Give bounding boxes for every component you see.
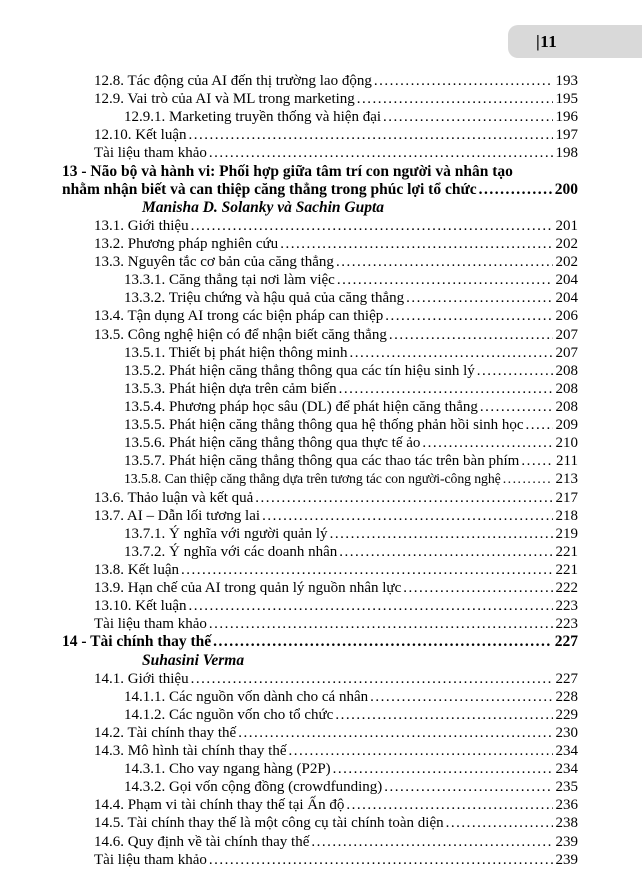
dot-leader	[446, 814, 553, 832]
dot-leader	[209, 144, 553, 162]
toc-entry[interactable]	[62, 670, 578, 688]
dot-leader	[335, 706, 552, 724]
toc-entry-label: 13.5.1. Thiết bị phát hiện thông minh	[124, 344, 348, 361]
dot-leader	[337, 271, 553, 289]
dot-leader	[181, 561, 553, 579]
dot-leader	[238, 724, 552, 742]
toc-entry-label: 13.7.1. Ý nghĩa với người quản lý	[124, 525, 328, 542]
dot-leader	[349, 344, 552, 362]
toc-entry-label: 14.5. Tài chính thay thế là một công cụ tài chính toàn diện	[94, 815, 444, 832]
toc-entry[interactable]	[62, 398, 578, 416]
dot-leader	[209, 851, 553, 869]
toc-entry-label: 12.8. Tác động của AI đến thị trường lao động	[94, 73, 372, 89]
toc-entry[interactable]	[62, 163, 578, 181]
toc-entry-label: 14 - Tài chính thay thế	[62, 633, 212, 651]
toc-entry-page: 196	[555, 109, 578, 126]
toc-entry[interactable]	[62, 561, 578, 579]
toc-entry[interactable]	[62, 652, 578, 670]
dot-leader	[383, 108, 552, 126]
toc-entry[interactable]	[62, 615, 578, 633]
toc-entry-label: Tài liệu tham khảo	[94, 616, 207, 633]
toc-entry-page: 201	[555, 217, 578, 234]
toc-entry-label: 13.2. Phương pháp nghiên cứu	[94, 235, 279, 252]
toc-entry-label: 13 - Não bộ và hành vi: Phối hợp giữa tâm trí con người và nhân tạo	[62, 162, 513, 180]
toc-entry[interactable]	[62, 380, 578, 398]
toc-entry[interactable]	[62, 470, 578, 488]
toc-entry[interactable]	[62, 434, 578, 452]
toc-entry-page: 204	[555, 290, 578, 307]
dot-leader	[406, 289, 552, 307]
toc-entry-page: 228	[555, 688, 578, 705]
toc-entry[interactable]	[62, 199, 578, 217]
toc-entry[interactable]	[62, 253, 578, 271]
toc-entry-label: 13.5.7. Phát hiện căng thẳng thông qua các thao tác trên bàn phím	[124, 453, 520, 470]
toc-entry-label: 13.10. Kết luận	[94, 598, 187, 615]
toc-entry[interactable]	[62, 851, 578, 869]
toc-entry-label: 13.5.8. Can thiệp căng thẳng dựa trên tương tác con người-công nghệ	[124, 471, 501, 487]
toc-entry-label: 13.4. Tận dụng AI trong các biện pháp can thiệp	[94, 308, 384, 325]
toc-entry[interactable]	[62, 778, 578, 796]
toc-entry-label: 14.1.2. Các nguồn vốn cho tổ chức	[124, 706, 334, 723]
dot-leader	[374, 72, 553, 90]
toc-entry[interactable]	[62, 760, 578, 778]
toc-entry[interactable]	[62, 344, 578, 362]
toc-entry-label: 14.1.1. Các nguồn vốn dành cho cá nhân	[124, 688, 369, 705]
toc-entry[interactable]	[62, 362, 578, 380]
toc-entry[interactable]	[62, 742, 578, 760]
dot-leader	[389, 326, 553, 344]
toc-entry-label: 14.6. Quy định về tài chính thay thế	[94, 833, 310, 850]
toc-entry[interactable]	[62, 72, 578, 90]
toc-entry-page: 234	[555, 743, 578, 760]
toc-entry-page: 202	[555, 254, 578, 271]
dot-leader	[479, 181, 552, 199]
toc-entry-page: 221	[555, 543, 578, 560]
toc-entry-page: 207	[555, 344, 578, 361]
toc-entry-page: 223	[555, 598, 578, 615]
toc-entry-page: 195	[555, 91, 578, 108]
toc-entry-label: 14.3.1. Cho vay ngang hàng (P2P)	[124, 761, 331, 778]
toc-entry-page: 204	[555, 272, 578, 289]
toc-entry-page: 239	[555, 833, 578, 850]
dot-leader	[191, 217, 553, 235]
dot-leader	[339, 380, 553, 398]
toc-entry[interactable]	[62, 144, 578, 162]
toc-entry-label: Manisha D. Solanky và Sachin Gupta	[142, 198, 385, 216]
dot-leader	[503, 470, 553, 488]
toc-entry-label: Tài liệu tham khảo	[94, 145, 207, 162]
table-of-contents	[62, 72, 578, 869]
page-number-badge	[508, 25, 642, 58]
toc-entry[interactable]	[62, 489, 578, 507]
toc-entry-page: 208	[555, 398, 578, 415]
toc-entry[interactable]	[62, 688, 578, 706]
page-number-label: |11	[536, 31, 558, 51]
toc-entry-label: 13.6. Thảo luận và kết quả	[94, 489, 254, 506]
toc-entry-page: 211	[556, 453, 578, 470]
toc-entry-label: 13.1. Giới thiệu	[94, 217, 189, 234]
dot-leader	[477, 362, 553, 380]
toc-entry-label: 13.5.6. Phát hiện căng thẳng thông qua thực tế ảo	[124, 435, 421, 452]
toc-entry[interactable]	[62, 706, 578, 724]
toc-entry[interactable]	[62, 217, 578, 235]
toc-entry-page: 227	[555, 670, 578, 687]
toc-entry-page: 217	[555, 489, 578, 506]
toc-entry-page: 235	[555, 779, 578, 796]
toc-entry[interactable]	[62, 126, 578, 144]
toc-entry-page: 219	[555, 525, 578, 542]
toc-entry-label: 14.3. Mô hình tài chính thay thế	[94, 743, 287, 760]
toc-entry-label: nhằm nhận biết và can thiệp căng thẳng trong phúc lợi tổ chức	[62, 180, 477, 198]
toc-entry-page: 239	[555, 851, 578, 868]
toc-entry-label: 14.1. Giới thiệu	[94, 670, 189, 687]
toc-entry-label: 13.5.2. Phát hiện căng thẳng thông qua các tín hiệu sinh lý	[124, 362, 475, 379]
toc-entry-label: 13.7. AI – Dẫn lối tương lai	[94, 507, 261, 524]
toc-entry-page: 213	[555, 471, 578, 488]
toc-entry-page: 207	[555, 326, 578, 343]
toc-entry-label: Tài liệu tham khảo	[94, 851, 207, 868]
toc-entry-page: 208	[555, 362, 578, 379]
toc-entry[interactable]	[62, 289, 578, 307]
dot-leader	[213, 633, 552, 651]
toc-entry-label: 13.5.5. Phát hiện căng thẳng thông qua hệ thống phản hồi sinh học	[124, 417, 524, 434]
toc-entry[interactable]	[62, 235, 578, 253]
dot-leader	[521, 452, 553, 470]
toc-entry-page: 223	[555, 616, 578, 633]
dot-leader	[188, 126, 552, 144]
toc-entry-page: 234	[555, 761, 578, 778]
toc-entry-label: 14.2. Tài chính thay thế	[94, 724, 237, 741]
dot-leader	[526, 416, 553, 434]
toc-entry-label: 12.9.1. Marketing truyền thống và hiện đại	[124, 109, 382, 126]
dot-leader	[333, 760, 553, 778]
dot-leader	[311, 833, 552, 851]
dot-leader	[188, 597, 552, 615]
toc-entry-label: 13.5. Công nghệ hiện có để nhận biết căng thẳng	[94, 326, 387, 343]
toc-entry-page: 238	[555, 815, 578, 832]
toc-entry-label: Suhasini Verma	[142, 651, 245, 669]
toc-entry[interactable]	[62, 543, 578, 561]
dot-leader	[336, 253, 553, 271]
dot-leader	[280, 235, 552, 253]
toc-entry-label: 13.7.2. Ý nghĩa với các doanh nhân	[124, 543, 338, 560]
toc-entry[interactable]	[62, 90, 578, 108]
toc-entry-page: 200	[554, 180, 578, 198]
toc-entry[interactable]	[62, 271, 578, 289]
dot-leader	[480, 398, 553, 416]
toc-entry[interactable]	[62, 525, 578, 543]
toc-entry-page: 202	[555, 235, 578, 252]
dot-leader	[403, 579, 552, 597]
toc-entry[interactable]	[62, 181, 578, 199]
dot-leader	[255, 489, 552, 507]
toc-entry-label: 13.3.1. Căng thẳng tại nơi làm việc	[124, 272, 335, 289]
toc-entry[interactable]	[62, 833, 578, 851]
toc-entry[interactable]	[62, 326, 578, 344]
toc-entry[interactable]	[62, 597, 578, 615]
toc-entry[interactable]	[62, 416, 578, 434]
dot-leader	[370, 688, 552, 706]
toc-entry-label: 13.5.3. Phát hiện dựa trên cảm biến	[124, 380, 337, 397]
toc-entry-page: 206	[555, 308, 578, 325]
toc-entry-label: 13.3.2. Triệu chứng và hậu quả của căng thẳng	[124, 290, 405, 307]
toc-entry-page: 222	[555, 580, 578, 597]
dot-leader	[339, 543, 552, 561]
toc-entry[interactable]	[62, 814, 578, 832]
toc-entry[interactable]	[62, 452, 578, 470]
toc-entry-label: 13.8. Kết luận	[94, 561, 179, 578]
toc-entry-page: 227	[554, 633, 578, 651]
dot-leader	[422, 434, 552, 452]
toc-entry-page: 198	[555, 145, 578, 162]
toc-entry-label: 14.3.2. Gọi vốn cộng đồng (crowdfunding)	[124, 779, 383, 796]
dot-leader	[330, 525, 553, 543]
toc-entry-label: 13.5.4. Phương pháp học sâu (DL) để phát hiện căng thẳng	[124, 398, 478, 415]
dot-leader	[209, 615, 553, 633]
toc-entry-page: 236	[555, 797, 578, 814]
toc-entry[interactable]	[62, 579, 578, 597]
toc-entry[interactable]	[62, 633, 578, 651]
toc-entry-page: 230	[555, 724, 578, 741]
toc-entry-page: 218	[555, 507, 578, 524]
toc-entry-label: 14.4. Phạm vi tài chính thay thế tại Ấn độ	[94, 797, 345, 814]
toc-entry[interactable]	[62, 724, 578, 742]
toc-entry-page: 209	[555, 417, 578, 434]
toc-entry-label: 12.10. Kết luận	[94, 127, 187, 144]
toc-entry-label: 13.9. Hạn chế của AI trong quản lý nguồn nhân lực	[94, 580, 402, 597]
toc-entry-page: 229	[555, 706, 578, 723]
toc-entry[interactable]	[62, 108, 578, 126]
toc-entry-page: 208	[555, 380, 578, 397]
toc-entry-page: 197	[555, 127, 578, 144]
dot-leader	[357, 90, 553, 108]
toc-entry-page: 210	[555, 435, 578, 452]
toc-entry[interactable]	[62, 507, 578, 525]
dot-leader	[191, 670, 553, 688]
toc-entry-label: 13.3. Nguyên tắc cơ bản của căng thẳng	[94, 254, 334, 271]
dot-leader	[288, 742, 552, 760]
toc-entry[interactable]	[62, 307, 578, 325]
toc-entry[interactable]	[62, 796, 578, 814]
dot-leader	[346, 796, 552, 814]
dot-leader	[262, 507, 552, 525]
toc-entry-label: 12.9. Vai trò của AI và ML trong marketing	[94, 91, 355, 108]
toc-entry-page: 193	[555, 73, 578, 89]
dot-leader	[385, 307, 552, 325]
toc-entry-page: 221	[555, 561, 578, 578]
dot-leader	[384, 778, 552, 796]
